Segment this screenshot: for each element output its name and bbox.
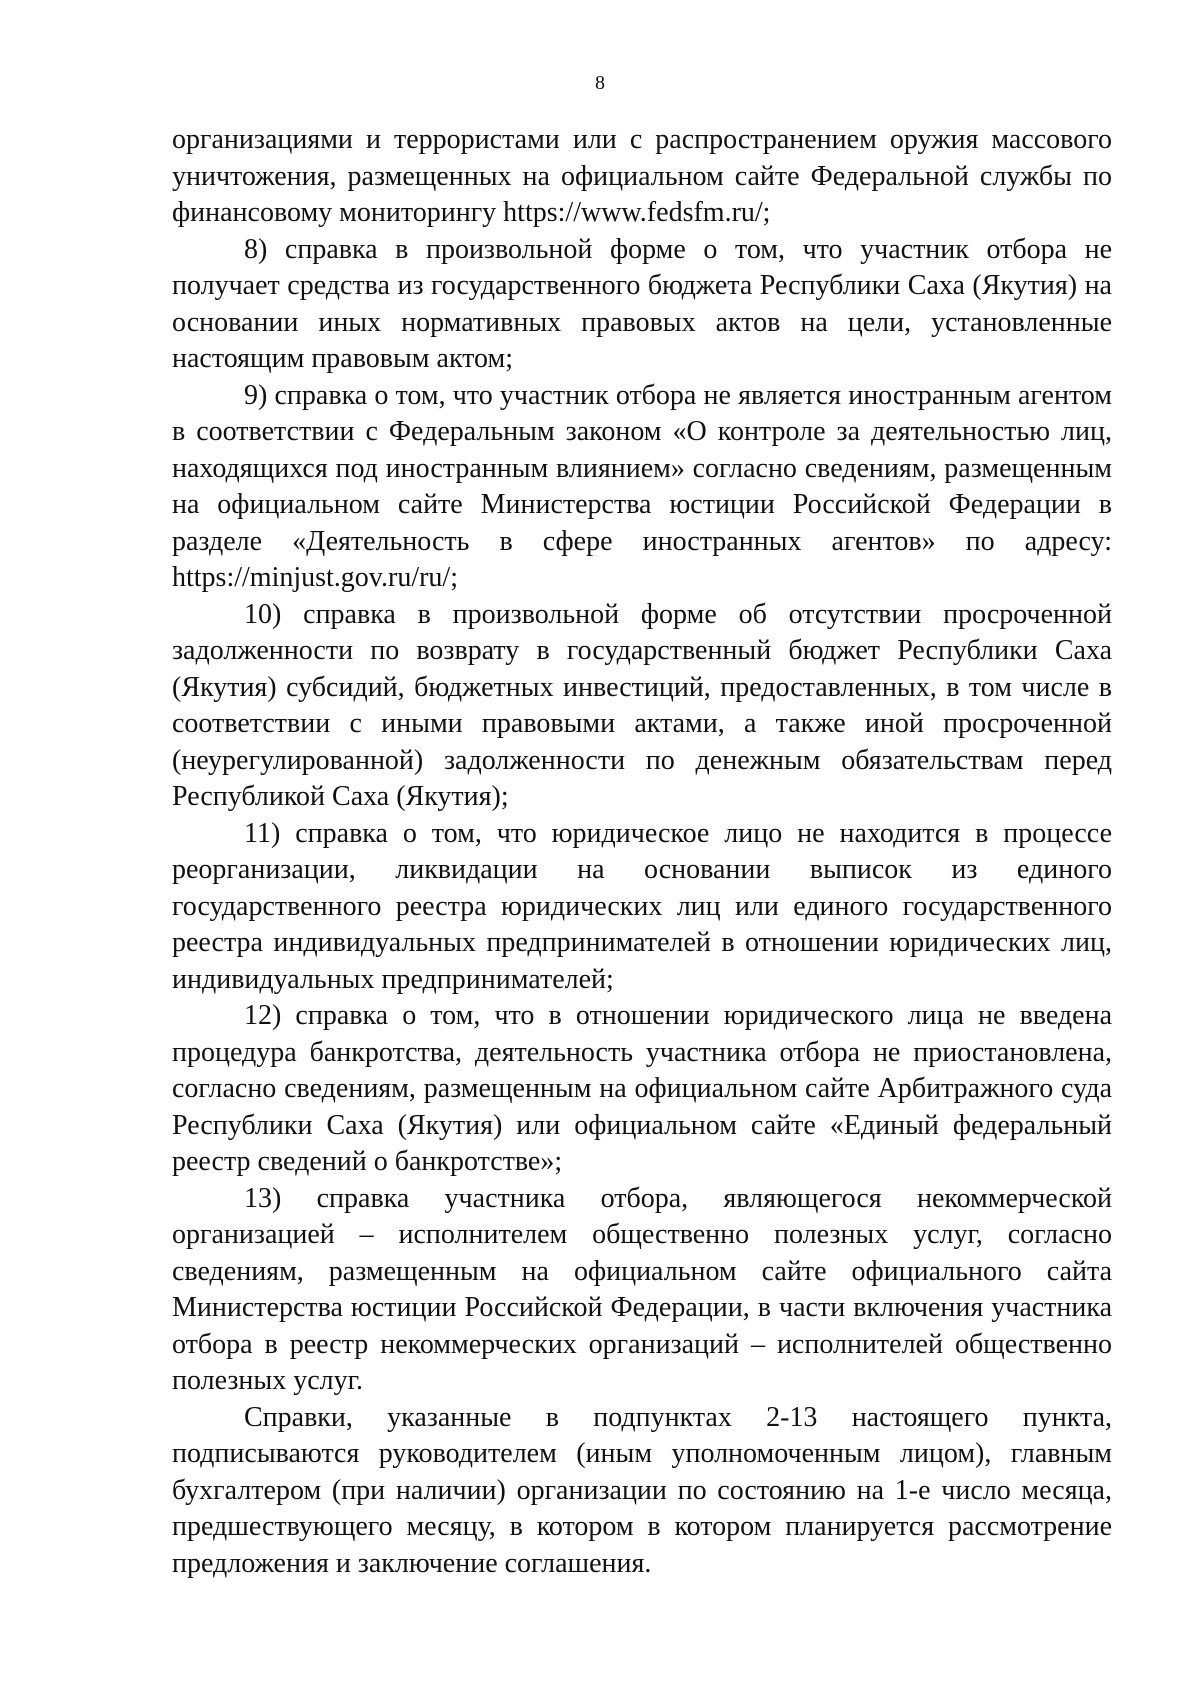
paragraph-signature-note: Справки, указанные в подпунктах 2-13 настоящего пункта, подписываются руководителем (иным уполномоченным лицом), главным бухгалтером (при наличии) организации по состоянию на 1-е число месяца, предшествующего месяцу, в котором в котором планируется рассмотрение предложения и заключение соглашения.	[172, 1401, 1112, 1579]
document-body	[172, 122, 1112, 1582]
paragraph-item-12: 12) справка о том, что в отношении юридического лица не введена процедура банкротства, деятельность участника отбора не приостановлена, согласно сведениям, размещенным на официальном сайте Арбитражного суда Республики Саха (Якутия) или официальном сайте «Единый федеральный реестр сведений о банкротстве»;	[172, 1000, 1112, 1177]
paragraph-continuation: организациями и террористами или с распространением оружия массового уничтожения, размещенных на официальном сайте Федеральной службы по финансовому мониторингу https://www.fedsfm.ru/;	[172, 124, 1112, 228]
paragraph-item-11: 11) справка о том, что юридическое лицо не находится в процессе реорганизации, ликвидации на основании выписок из единого государственного реестра юридических лиц или единого государственного реестра индивидуальных предпринимателей в отношении юридических лиц, индивидуальных предпринимателей;	[172, 817, 1112, 995]
paragraph-item-13: 13) справка участника отбора, являющегося некоммерческой организацией – исполнителем общественно полезных услуг, согласно сведениям, размещенным на официальном сайте официального сайта Министерства юстиции Российской Федерации, в части включения участника отбора в реестр некоммерческих организаций – исполнителей общественно полезных услуг.	[172, 1182, 1112, 1396]
paragraph-item-8: 8) справка в произвольной форме о том, что участник отбора не получает средства из государственного бюджета Республики Саха (Якутия) на основании иных нормативных правовых актов на цели, установленные настоящим правовым актом;	[172, 233, 1112, 374]
paragraph-item-9: 9) справка о том, что участник отбора не является иностранным агентом в соответствии с Федеральным законом «О контроле за деятельностью лиц, находящихся под иностранным влиянием» согласно сведениям, размещенным на официальном сайте Министерства юстиции Российской Федерации в разделе «Деятельность в сфере иностранных агентов» по адресу: https://minjust.gov.ru/ru/;	[172, 379, 1112, 593]
page-number: 8	[595, 72, 605, 94]
paragraph-item-10: 10) справка в произвольной форме об отсутствии просроченной задолженности по возврату в государственный бюджет Республики Саха (Якутия) субсидий, бюджетных инвестиций, предоставленных, в том числе в соответствии с иными правовыми актами, а также иной просроченной (неурегулированной) задолженности по денежным обязательствам перед Республикой Саха (Якутия);	[172, 598, 1112, 812]
